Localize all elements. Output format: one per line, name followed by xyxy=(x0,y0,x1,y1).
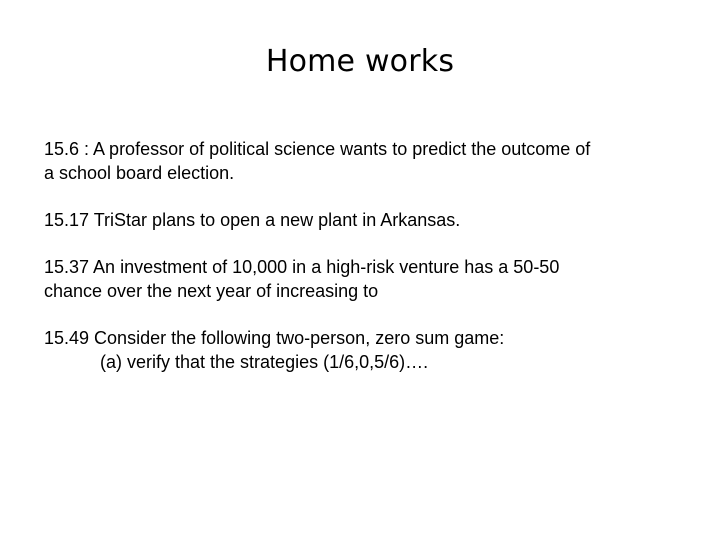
homework-item-line: 15.49 Consider the following two-person, zero sum game: xyxy=(44,328,505,348)
homework-item-line: a school board election. xyxy=(44,163,235,183)
homework-item-15-49 xyxy=(44,326,674,374)
homework-list xyxy=(44,137,674,397)
homework-subitem-line: (a) verify that the strategies (1/6,0,5/6)…. xyxy=(100,352,429,372)
homework-item-line: 15.17 TriStar plans to open a new plant in Arkansas. xyxy=(44,210,461,230)
homework-item-line: 15.37 An investment of 10,000 in a high-risk venture has a 50-50 xyxy=(44,257,560,277)
slide-title: Home works xyxy=(265,44,455,79)
homework-item-line: chance over the next year of increasing to xyxy=(44,281,379,301)
homework-item-15-37 xyxy=(44,255,674,303)
homework-item-line: 15.6 : A professor of political science wants to predict the outcome of xyxy=(44,139,591,159)
homework-item-15-17 xyxy=(44,208,674,232)
homework-item-15-6 xyxy=(44,137,674,185)
